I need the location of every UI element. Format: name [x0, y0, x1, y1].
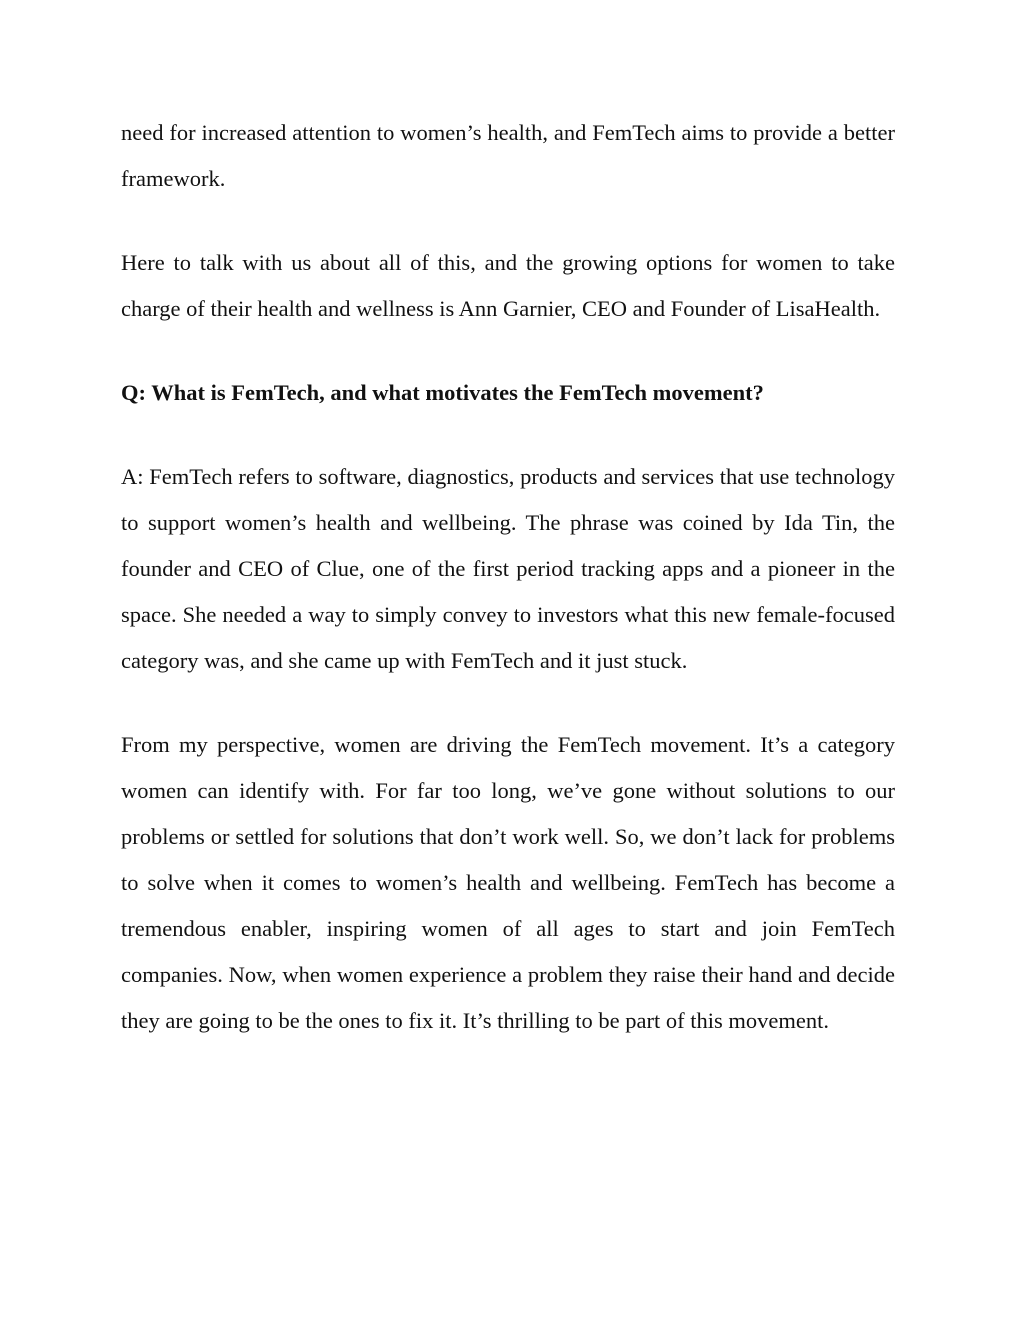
paragraph-intro-continued: need for increased attention to women’s health, and FemTech aims to provide a better framework. — [121, 120, 895, 191]
document-page — [121, 110, 895, 1082]
question-heading: Q: What is FemTech, and what motivates the FemTech movement? — [121, 380, 764, 405]
answer-paragraph: A: FemTech refers to software, diagnostics, products and services that use technology to support women’s health and wellbeing. The phrase was coined by Ida Tin, the founder and CEO of Clue, one of the first period tracking apps and a pioneer in the space. She needed a way to simply convey to investors what this new female-focused category was, and she came up with FemTech and it just stuck. — [121, 464, 895, 673]
paragraph-guest-introduction: Here to talk with us about all of this, and the growing options for women to take charge of their health and wellness is Ann Garnier, CEO and Founder of LisaHealth. — [121, 250, 895, 321]
perspective-paragraph: From my perspective, women are driving the FemTech movement. It’s a category women can identify with. For far too long, we’ve gone without solutions to our problems or settled for solutions that don’t work well. So, we don’t lack for problems to solve when it comes to women’s health and wellbeing. FemTech has become a tremendous enabler, inspiring women of all ages to start and join FemTech companies. Now, when women experience a problem they raise their hand and decide they are going to be the ones to fix it. It’s thrilling to be part of this movement. — [121, 732, 895, 1033]
